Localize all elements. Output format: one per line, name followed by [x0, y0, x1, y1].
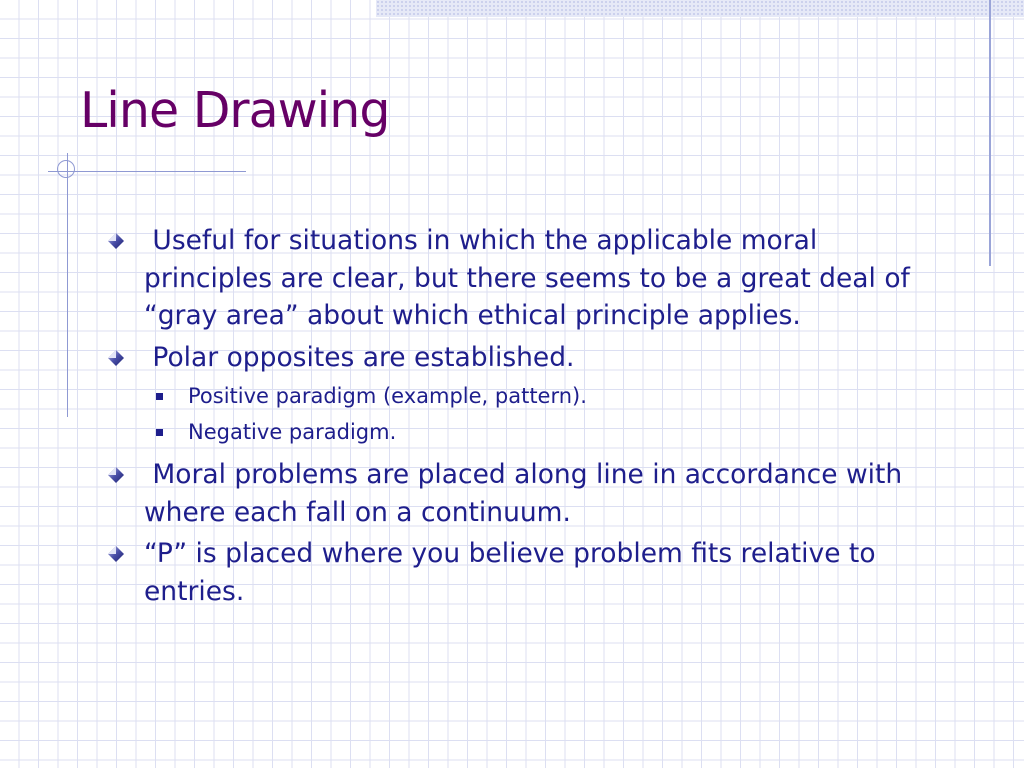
bullet-item [104, 456, 944, 531]
top-decorative-band [376, 0, 1024, 17]
slide-title: Line Drawing [80, 82, 390, 139]
bullet-text: Polar opposites are established. [144, 341, 575, 373]
diamond-bullet-icon [107, 466, 125, 484]
right-decorative-rule [989, 0, 991, 266]
sub-bullet-text: Negative paradigm. [188, 420, 397, 444]
bullet-item [104, 222, 944, 335]
square-bullet-icon [156, 393, 163, 400]
left-decorative-rule [67, 153, 68, 417]
decorative-circle-icon [57, 160, 75, 178]
diamond-bullet-icon [107, 349, 125, 367]
square-bullet-icon [156, 429, 163, 436]
bullet-list [104, 222, 944, 614]
diamond-bullet-icon [107, 232, 125, 250]
diamond-bullet-icon [107, 545, 125, 563]
bullet-text: Moral problems are placed along line in accordance with where each fall on a continuum. [144, 459, 903, 528]
bullet-text: Useful for situations in which the applicable moral principles are clear, but there seems to be a great deal of “gray area” about which ethical principle applies. [144, 225, 910, 331]
bullet-item [104, 535, 944, 610]
bullet-item [104, 339, 944, 377]
sub-bullet-text: Positive paradigm (example, pattern). [188, 384, 587, 408]
title-underline-rule [48, 171, 246, 172]
bullet-text: “P” is placed where you believe problem fits relative to entries. [144, 538, 876, 607]
sub-bullet-item [156, 380, 944, 412]
sub-bullet-item [156, 416, 944, 448]
